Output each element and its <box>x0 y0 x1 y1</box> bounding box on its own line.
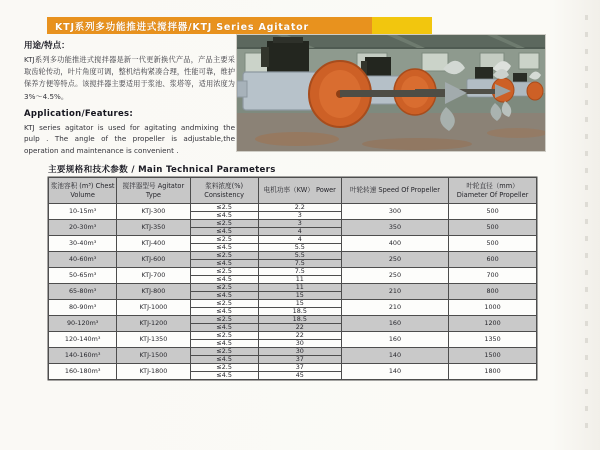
consistency-cell: ≤4.5 <box>190 356 258 364</box>
consistency-cell: ≤4.5 <box>190 340 258 348</box>
diameter-cell: 500 <box>449 204 537 220</box>
table-row <box>49 220 537 228</box>
column-header-zh: 浆池容积 (m³) <box>50 182 94 191</box>
consistency-cell: ≤4.5 <box>190 228 258 236</box>
table-title: 主要规格和技术参数 / Main Technical Parameters <box>48 165 276 175</box>
column-header-en: Agitator Type <box>145 182 185 199</box>
column-header-zh: 电机功率（KW） <box>263 186 314 195</box>
power-cell: 2.2 <box>258 204 341 212</box>
column-header-en: Consistency <box>204 190 245 199</box>
table-row <box>49 268 537 276</box>
diameter-cell: 1000 <box>449 300 537 316</box>
table-header <box>49 178 537 204</box>
series-title: KTJ系列多功能推进式搅拌器/KTJ Series Agitator <box>55 21 309 33</box>
application-features-heading-en: Application/Features: <box>24 108 134 119</box>
consistency-cell: ≤4.5 <box>190 292 258 300</box>
agitator-type-cell: KTJ-700 <box>117 268 190 284</box>
agitator-type-cell: KTJ-400 <box>117 236 190 252</box>
consistency-cell: ≤4.5 <box>190 308 258 316</box>
chest-volume-cell: 50-65m³ <box>49 268 117 284</box>
table-row <box>49 284 537 292</box>
speed-cell: 400 <box>341 236 448 252</box>
speed-cell: 160 <box>341 316 448 332</box>
chest-volume-cell: 65-80m³ <box>49 284 117 300</box>
diameter-cell: 1800 <box>449 364 537 380</box>
speed-cell: 300 <box>341 204 448 220</box>
table-row <box>49 204 537 212</box>
consistency-cell: ≤4.5 <box>190 244 258 252</box>
column-header-zh: 叶轮转速 <box>349 186 377 195</box>
table-row <box>49 332 537 340</box>
agitator-type-cell: KTJ-300 <box>117 204 190 220</box>
usage-features-heading-zh: 用途/特点： <box>24 41 70 51</box>
column-header-en: Power <box>315 186 336 195</box>
consistency-cell: ≤2.5 <box>190 364 258 372</box>
speed-cell: 250 <box>341 268 448 284</box>
consistency-cell: ≤2.5 <box>190 252 258 260</box>
chest-volume-cell: 10-15m³ <box>49 204 117 220</box>
agitator-type-cell: KTJ-1800 <box>117 364 190 380</box>
column-header-en: Diameter Of Propeller <box>456 190 529 199</box>
diameter-cell: 1200 <box>449 316 537 332</box>
consistency-cell: ≤4.5 <box>190 372 258 380</box>
power-cell: 15 <box>258 300 341 308</box>
chest-volume-cell: 160-180m³ <box>49 364 117 380</box>
table-row <box>49 252 537 260</box>
column-header-1 <box>117 178 190 204</box>
table-row <box>49 364 537 372</box>
application-features-text-en: KTJ series agitator is used for agitating andmixing the pulp . The angle of the propeller is adjustable,the operation and maintenance is convenient . <box>24 122 235 155</box>
consistency-cell: ≤2.5 <box>190 268 258 276</box>
consistency-cell: ≤2.5 <box>190 204 258 212</box>
power-cell: 18.5 <box>258 316 341 324</box>
series-title-bar <box>47 17 372 34</box>
speed-cell: 210 <box>341 300 448 316</box>
power-cell: 7.5 <box>258 268 341 276</box>
column-header-2 <box>190 178 258 204</box>
agitator-type-cell: KTJ-1350 <box>117 332 190 348</box>
column-header-0 <box>49 178 117 204</box>
chest-volume-cell: 80-90m³ <box>49 300 117 316</box>
usage-features-text-zh: KTJ系列多功能推进式搅拌器是新一代更新换代产品，产品主要采取齿轮传动，叶片角度可调，整机结构紧凑合理，性能可靠，维护保养方便等特点。该搅拌器主要适用于浆池、浆塔等，适用浓度为3%～4.5%。 <box>24 55 235 101</box>
consistency-cell: ≤4.5 <box>190 276 258 284</box>
column-header-4 <box>341 178 448 204</box>
diameter-cell: 800 <box>449 284 537 300</box>
chest-volume-cell: 20-30m³ <box>49 220 117 236</box>
power-cell: 3 <box>258 212 341 220</box>
power-cell: 7.5 <box>258 260 341 268</box>
speed-cell: 160 <box>341 332 448 348</box>
diameter-cell: 500 <box>449 220 537 236</box>
chest-volume-cell: 40-60m³ <box>49 252 117 268</box>
column-header-en: Chest Volume <box>70 182 115 199</box>
power-cell: 3 <box>258 220 341 228</box>
diameter-cell: 500 <box>449 236 537 252</box>
power-cell: 37 <box>258 364 341 372</box>
speed-cell: 250 <box>341 252 448 268</box>
power-cell: 5.5 <box>258 244 341 252</box>
consistency-cell: ≤4.5 <box>190 260 258 268</box>
table-row <box>49 316 537 324</box>
table-body <box>49 204 537 380</box>
binder-edge-marks <box>585 15 588 440</box>
power-cell: 37 <box>258 356 341 364</box>
column-header-en: Speed Of Propeller <box>378 186 440 195</box>
intro-section <box>24 39 235 156</box>
column-header-zh: 浆料浓度(%) <box>205 182 244 191</box>
table-row <box>49 236 537 244</box>
chest-volume-cell: 140-160m³ <box>49 348 117 364</box>
power-cell: 18.5 <box>258 308 341 316</box>
agitator-type-cell: KTJ-1500 <box>117 348 190 364</box>
agitator-type-cell: KTJ-1000 <box>117 300 190 316</box>
consistency-cell: ≤2.5 <box>190 332 258 340</box>
power-cell: 45 <box>258 372 341 380</box>
power-cell: 30 <box>258 340 341 348</box>
consistency-cell: ≤4.5 <box>190 324 258 332</box>
power-cell: 15 <box>258 292 341 300</box>
column-header-5 <box>449 178 537 204</box>
technical-parameters-table <box>48 177 537 380</box>
power-cell: 5.5 <box>258 252 341 260</box>
consistency-cell: ≤2.5 <box>190 348 258 356</box>
chest-volume-cell: 30-40m³ <box>49 236 117 252</box>
consistency-cell: ≤2.5 <box>190 300 258 308</box>
speed-cell: 210 <box>341 284 448 300</box>
diameter-cell: 1350 <box>449 332 537 348</box>
diameter-cell: 1500 <box>449 348 537 364</box>
consistency-cell: ≤2.5 <box>190 220 258 228</box>
table-row <box>49 348 537 356</box>
speed-cell: 140 <box>341 364 448 380</box>
agitator-type-cell: KTJ-800 <box>117 284 190 300</box>
agitator-type-cell: KTJ-350 <box>117 220 190 236</box>
agitator-type-cell: KTJ-600 <box>117 252 190 268</box>
power-cell: 11 <box>258 276 341 284</box>
agitator-type-cell: KTJ-1200 <box>117 316 190 332</box>
power-cell: 4 <box>258 228 341 236</box>
power-cell: 22 <box>258 324 341 332</box>
power-cell: 22 <box>258 332 341 340</box>
consistency-cell: ≤2.5 <box>190 284 258 292</box>
title-bar-accent <box>372 17 432 34</box>
product-photo <box>237 35 545 151</box>
power-cell: 4 <box>258 236 341 244</box>
column-header-3 <box>258 178 341 204</box>
diameter-cell: 600 <box>449 252 537 268</box>
power-cell: 30 <box>258 348 341 356</box>
table-row <box>49 300 537 308</box>
column-header-zh: 搅拌器型号 <box>122 182 156 191</box>
speed-cell: 350 <box>341 220 448 236</box>
chest-volume-cell: 90-120m³ <box>49 316 117 332</box>
consistency-cell: ≤2.5 <box>190 316 258 324</box>
speed-cell: 140 <box>341 348 448 364</box>
diameter-cell: 700 <box>449 268 537 284</box>
consistency-cell: ≤2.5 <box>190 236 258 244</box>
column-header-zh: 叶轮直径（mm） <box>466 182 519 191</box>
agitator-factory-illustration <box>237 35 545 151</box>
consistency-cell: ≤4.5 <box>190 212 258 220</box>
power-cell: 11 <box>258 284 341 292</box>
chest-volume-cell: 120-140m³ <box>49 332 117 348</box>
